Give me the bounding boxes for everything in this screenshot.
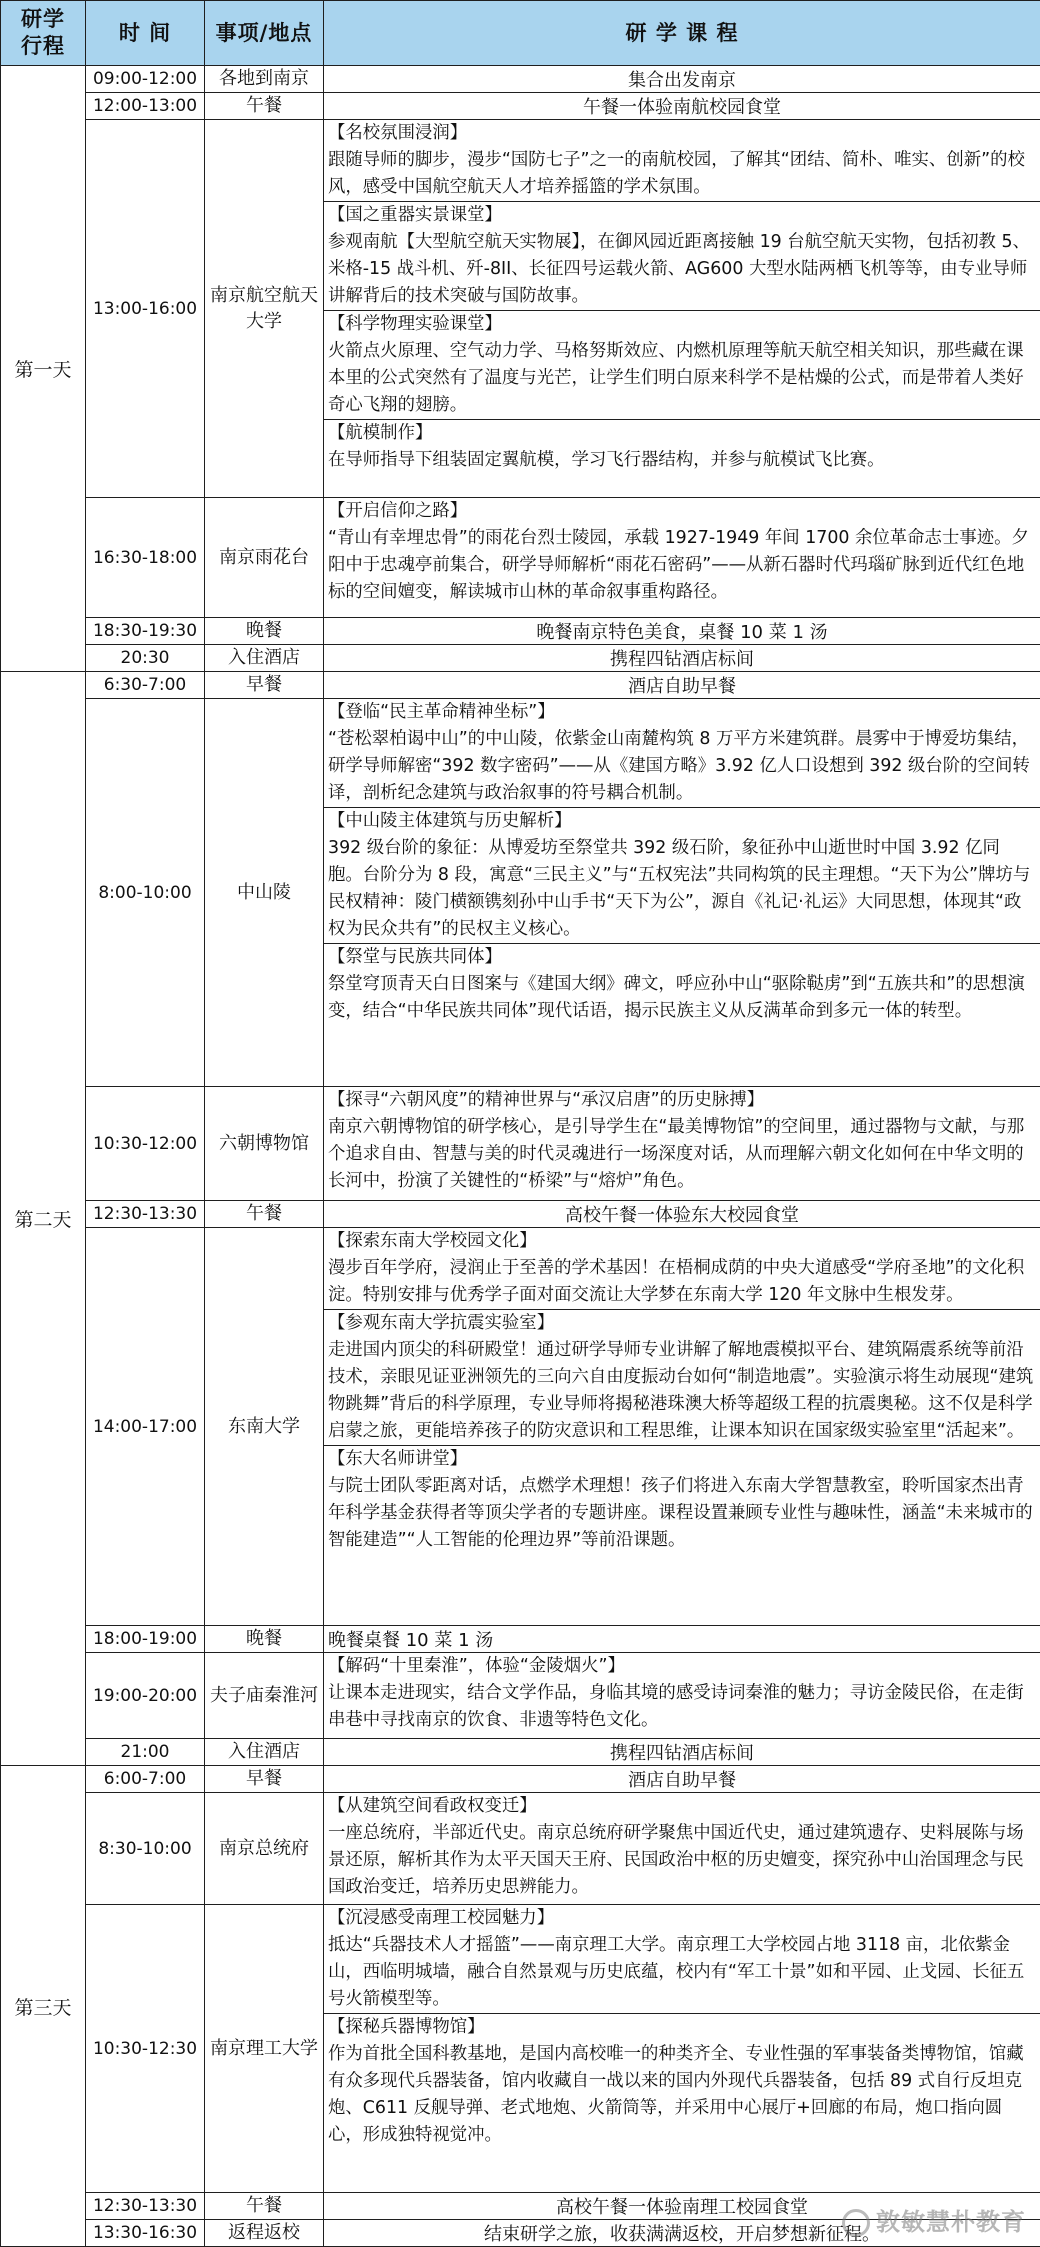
schedule-row [1,1905,1040,2193]
course-block-title: 【祭堂与民族共同体】 [328,944,1034,971]
course-block-title: 【科学物理实验课堂】 [328,311,1034,338]
place-cell: 午餐 [205,1201,324,1228]
course-block [324,699,1040,808]
day-label: 第二天 [1,672,86,1766]
course-block-text: 一座总统府，半部近代史。南京总统府研学聚焦中国近代史，通过建筑遗存、史料展陈与场景还原，解析其作为太平天国天王府、民国政治中枢的历史嬗变，探究孙中山治国理念与民国政治变迁，培养历史思辨能力。 [328,1820,1034,1901]
course-block [324,498,1040,606]
time-cell: 12:30-13:30 [86,1201,205,1228]
time-cell: 12:00-13:00 [86,93,205,120]
schedule-row [1,498,1040,618]
course-cell [324,699,1040,1087]
time-cell: 21:00 [86,1739,205,1766]
course-block-title: 【国之重器实景课堂】 [328,202,1034,229]
course-summary: 高校午餐一体验南理工校园食堂 [324,2193,1040,2220]
schedule-row [1,1739,1040,1766]
place-cell: 入住酒店 [205,1739,324,1766]
place-cell: 晚餐 [205,618,324,645]
course-block-title: 【从建筑空间看政权变迁】 [328,1793,1034,1820]
course-cell [324,1793,1040,1905]
schedule-row [1,699,1040,1087]
day-label: 第三天 [1,1766,86,2247]
time-cell: 6:30-7:00 [86,672,205,699]
course-block [324,1446,1040,1554]
course-block-title: 【开启信仰之路】 [328,498,1034,525]
header-itinerary: 研学 行程 [1,1,86,66]
course-summary: 晚餐南京特色美食，桌餐 10 菜 1 汤 [324,618,1040,645]
place-cell: 晚餐 [205,1626,324,1653]
course-block-title: 【探索东南大学校园文化】 [328,1228,1034,1255]
course-cell [324,120,1040,498]
schedule-row [1,618,1040,645]
header-course: 研 学 课 程 [324,1,1040,66]
schedule-row [1,1653,1040,1739]
place-cell: 六朝博物馆 [205,1087,324,1201]
course-block [324,1905,1040,2014]
course-summary: 集合出发南京 [324,66,1040,93]
course-block-text: 跟随导师的脚步，漫步“国防七子”之一的南航校园，了解其“团结、简朴、唯实、创新”的校风，感受中国航空航天人才培养摇篮的学术氛围。 [328,147,1034,201]
time-cell: 13:30-16:30 [86,2220,205,2247]
time-cell: 10:30-12:30 [86,1905,205,2193]
schedule-row [1,1228,1040,1626]
course-block-title: 【登临“民主革命精神坐标”】 [328,699,1034,726]
time-cell: 18:00-19:00 [86,1626,205,1653]
course-summary: 携程四钻酒店标间 [324,645,1040,672]
course-block-title: 【沉浸感受南理工校园魅力】 [328,1905,1034,1932]
course-block [324,420,1040,474]
schedule-row [1,2220,1040,2247]
course-block-title: 【探秘兵器博物馆】 [328,2014,1034,2041]
course-block-text: 参观南航【大型航空航天实物展】，在御风园近距离接触 19 台航空航天实物，包括初教 5、米格-15 战斗机、歼-8II、长征四号运载火箭、AG600 大型水陆两栖飞机等等，由专业导师讲解背后的技术突破与国防故事。 [328,229,1034,310]
day-label: 第一天 [1,66,86,672]
course-block-text: 走进国内顶尖的科研殿堂！通过研学导师专业讲解了解地震模拟平台、建筑隔震系统等前沿技术，亲眼见证亚洲领先的三向六自由度振动台如何“制造地震”。实验演示将生动展现“建筑物跳舞”背后的科学原理，专业导师将揭秘港珠澳大桥等超级工程的抗震奥秘。这不仅是科学启蒙之旅，更能培养孩子的防灾意识和工程思维，让课本知识在国家级实验室里“活起来”。 [328,1337,1034,1445]
course-block-title: 【中山陵主体建筑与历史解析】 [328,808,1034,835]
time-cell: 8:00-10:00 [86,699,205,1087]
schedule-row [1,93,1040,120]
course-block [324,1087,1040,1195]
course-block [324,1653,1040,1734]
schedule-row [1,1087,1040,1201]
course-block [324,202,1040,311]
course-block-text: 漫步百年学府，浸润止于至善的学术基因！在梧桐成荫的中央大道感受“学府圣地”的文化积淀。特别安排与优秀学子面对面交流让大学梦在东南大学 120 年文脉中生根发芽。 [328,1255,1034,1309]
course-cell [324,1087,1040,1201]
header-place: 事项/地点 [205,1,324,66]
course-block-text: 与院士团队零距离对话，点燃学术理想！孩子们将进入东南大学智慧教室，聆听国家杰出青年科学基金获得者等顶尖学者的专题讲座。课程设置兼顾专业性与趣味性，涵盖“未来城市的智能建造”“人工智能的伦理边界”等前沿课题。 [328,1473,1034,1554]
watermark-text: 敦敏慧朴教育 [876,2208,1026,2236]
course-block-text: 祭堂穹顶青天白日图案与《建国大纲》碑文，呼应孙中山“驱除鞑虏”到“五族共和”的思想演变，结合“中华民族共同体”现代话语，揭示民族主义从反满革命到多元一体的转型。 [328,971,1034,1025]
place-cell: 各地到南京 [205,66,324,93]
time-cell: 8:30-10:00 [86,1793,205,1905]
time-cell: 20:30 [86,645,205,672]
schedule-row [1,1201,1040,1228]
schedule-row [1,645,1040,672]
schedule-row [1,66,1040,93]
course-summary: 晚餐桌餐 10 菜 1 汤 [324,1626,1040,1653]
course-block-text: 抵达“兵器技术人才摇篮”——南京理工大学。南京理工大学校园占地 3118 亩，北依紫金山，西临明城墙，融合自然景观与历史底蕴，校内有“军工十景”如和平园、止戈园、长征五号火箭模型等。 [328,1932,1034,2013]
time-cell: 16:30-18:00 [86,498,205,618]
course-cell [324,1228,1040,1626]
schedule-row [1,1766,1040,1793]
time-cell: 10:30-12:00 [86,1087,205,1201]
course-summary: 午餐一体验南航校园食堂 [324,93,1040,120]
course-cell [324,498,1040,618]
course-block [324,1793,1040,1901]
course-block-text: 392 级台阶的象征：从博爱坊至祭堂共 392 级石阶，象征孙中山逝世时中国 3.92 亿同胞。台阶分为 8 段，寓意“三民主义”与“五权宪法”共同构筑的民主理想。“天下为公”牌坊与民权精神：陵门横额镌刻孙中山手书“天下为公”，源自《礼记·礼运》大同思想，体现其“政权为民众共有”的民权主义核心。 [328,835,1034,943]
course-block-title: 【东大名师讲堂】 [328,1446,1034,1473]
place-cell: 夫子庙秦淮河 [205,1653,324,1739]
course-block-title: 【名校氛围浸润】 [328,120,1034,147]
time-cell: 09:00-12:00 [86,66,205,93]
course-summary: 酒店自助早餐 [324,672,1040,699]
course-cell [324,1905,1040,2193]
header-row [1,1,1040,66]
place-cell: 入住酒店 [205,645,324,672]
course-block-text: 火箭点火原理、空气动力学、马格努斯效应、内燃机原理等航天航空相关知识，那些藏在课本里的公式突然有了温度与光芒，让学生们明白原来科学不是枯燥的公式，而是带着人类好奇心飞翔的翅膀。 [328,338,1034,419]
schedule-row [1,1626,1040,1653]
course-block [324,120,1040,202]
course-block [324,944,1040,1025]
course-block-title: 【参观东南大学抗震实验室】 [328,1310,1034,1337]
place-cell: 东南大学 [205,1228,324,1626]
course-cell [324,1653,1040,1739]
course-summary: 结束研学之旅，收获满满返校，开启梦想新征程。 [324,2220,1040,2247]
course-block [324,1228,1040,1310]
schedule-row [1,2193,1040,2220]
course-block-text: “苍松翠柏谒中山”的中山陵，依紫金山南麓构筑 8 万平方米建筑群。晨雾中于博爱坊集结，研学导师解密“392 数字密码”——从《建国方略》3.92 亿人口设想到 392 级台阶的空间转译，剖析纪念建筑与政治叙事的符号耦合机制。 [328,726,1034,807]
course-block [324,1310,1040,1446]
itinerary-body [1,66,1040,2247]
time-cell: 12:30-13:30 [86,2193,205,2220]
course-summary: 高校午餐一体验东大校园食堂 [324,1201,1040,1228]
header-time: 时 间 [86,1,205,66]
course-block-text: 在导师指导下组装固定翼航模，学习飞行器结构，并参与航模试飞比赛。 [328,447,1034,474]
course-block [324,808,1040,944]
time-cell: 6:00-7:00 [86,1766,205,1793]
place-cell: 南京理工大学 [205,1905,324,2193]
time-cell: 14:00-17:00 [86,1228,205,1626]
time-cell: 18:30-19:30 [86,618,205,645]
time-cell: 13:00-16:00 [86,120,205,498]
place-cell: 南京雨花台 [205,498,324,618]
place-cell: 午餐 [205,93,324,120]
course-block-title: 【探寻“六朝风度”的精神世界与“承汉启唐”的历史脉搏】 [328,1087,1034,1114]
course-block-title: 【解码“十里秦淮”，体验“金陵烟火”】 [328,1653,1034,1680]
course-block-text: 南京六朝博物馆的研学核心，是引导学生在“最美博物馆”的空间里，通过器物与文献，与那个追求自由、智慧与美的时代灵魂进行一场深度对话，从而理解六朝文化如何在中华文明的长河中，扮演了关键性的“桥梁”与“熔炉”角色。 [328,1114,1034,1195]
course-block-text: “青山有幸埋忠骨”的雨花台烈士陵园，承载 1927-1949 年间 1700 余位革命志士事迹。夕阳中于忠魂亭前集合，研学导师解析“雨花石密码”——从新石器时代玛瑙矿脉到近代红色地标的空间嬗变，解读城市山林的革命叙事重构路径。 [328,525,1034,606]
schedule-row [1,1793,1040,1905]
course-summary: 酒店自助早餐 [324,1766,1040,1793]
place-cell: 南京总统府 [205,1793,324,1905]
course-block-text: 作为首批全国科教基地，是国内高校唯一的种类齐全、专业性强的军事装备类博物馆，馆藏有众多现代兵器装备，馆内收藏自一战以来的国内外现代兵器装备，包括 89 式自行反坦克炮、C611 反舰导弹、老式地炮、火箭筒等，并采用中心展厅+回廊的布局，炮口指向圆心，形成独特视觉冲。 [328,2041,1034,2149]
place-cell: 午餐 [205,2193,324,2220]
course-block [324,311,1040,420]
course-block-title: 【航模制作】 [328,420,1034,447]
place-cell: 早餐 [205,1766,324,1793]
schedule-row [1,120,1040,498]
place-cell: 南京航空航天大学 [205,120,324,498]
course-block [324,2014,1040,2149]
schedule-row [1,672,1040,699]
place-cell: 返程返校 [205,2220,324,2247]
place-cell: 早餐 [205,672,324,699]
course-block-text: 让课本走进现实，结合文学作品，身临其境的感受诗词秦淮的魅力；寻访金陵民俗，在走街串巷中寻找南京的饮食、非遗等特色文化。 [328,1680,1034,1734]
time-cell: 19:00-20:00 [86,1653,205,1739]
place-cell: 中山陵 [205,699,324,1087]
course-summary: 携程四钻酒店标间 [324,1739,1040,1766]
